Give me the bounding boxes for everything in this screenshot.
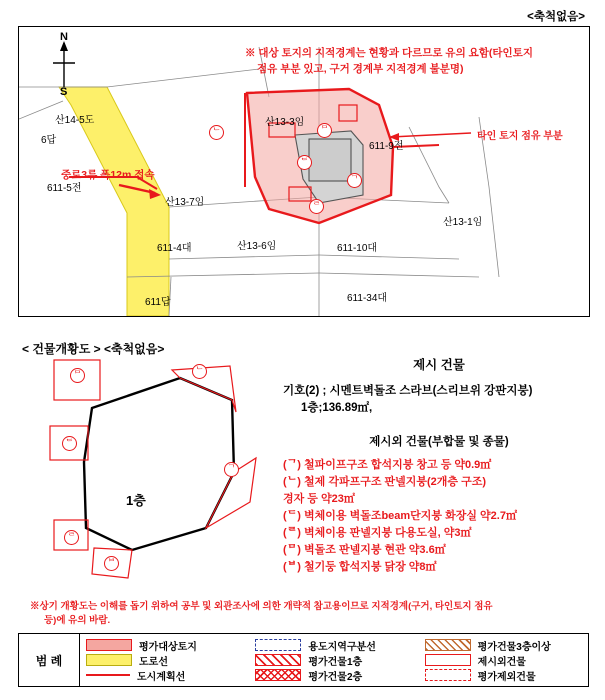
parcel-label: 산14-5도 [55,115,95,126]
parcel-label: 6답 [41,135,57,146]
parcel-label: 산13-3임 [265,117,305,128]
legend-label: 평가건물2층 [308,671,363,683]
building-plan-svg [20,352,290,607]
legend-item [86,638,249,653]
building-core [309,139,351,181]
parcel-label: 산13-6임 [237,241,277,252]
building-plan-area [20,352,290,607]
occupy-part-label: 타인 토지 점유 부분 [477,131,563,142]
legend-label: 평가건물1층 [308,656,363,668]
extra-building-item: (ᄀ) 철파이프구조 합석지붕 창고 등 약0.9㎡ [283,459,492,471]
parcel-label: 611답 [145,297,171,308]
presented-building-line2: 1층;136.89㎡, [301,402,373,414]
extra-building-subtitle: 제시외 건물(부합물 및 종물) [369,436,509,448]
plan-marker-a: ᄀ [224,462,239,477]
parcel-label: 산13-7임 [165,197,205,208]
footnote-line1: ※상기 개황도는 이해를 돕기 위하여 공부 및 외관조사에 의한 개략적 참고용이므로 지적경계(구거, 타인토지 점유 [30,601,493,612]
marker-a: ᄀ [347,173,362,188]
legend-item [425,668,588,683]
legend-swatch-floor3-icon [425,639,471,651]
plan-marker-c: ᄃ [62,436,77,451]
legend [18,633,589,687]
legend-swatch-floor1-icon [255,654,301,666]
legend-item [86,653,249,668]
plan-marker-n: ᄂ [192,364,207,379]
building-plan-title: < 건물개황도 > <축척없음> [22,342,165,356]
parcel-label: 611-9전 [369,141,404,152]
legend-item [425,653,588,668]
legend-label: 평가제외건물 [477,671,536,683]
presented-building-title: 제시 건물 [413,358,465,372]
compass-north-label: N [60,31,68,43]
extra-building-item: (ᄂ) 철제 각파프구조 판넬지붕(2개층 구조) [283,476,487,488]
footnote-line2: 등)에 유의 바람. [44,615,111,626]
legend-label: 평가건물3층이상 [477,641,551,653]
legend-item [255,638,418,653]
compass-south-label: S [60,86,68,98]
marker-c: ᄃ [297,155,312,170]
extra-building-item: (ᄇ) 철기둥 합석지붕 닭장 약8㎡ [283,561,437,573]
parcel-label: 611-4대 [157,243,192,254]
presented-building-line1: 기호(2) ; 시멘트벽돌조 스라브(스리브위 강판지붕) [283,385,533,397]
legend-swatch-excluded-building-icon [425,669,471,681]
parcel-label: 611-34대 [347,293,388,304]
parcel-label: 611-10대 [337,243,378,254]
legend-label: 제시외건물 [477,656,526,668]
parcel-label: 611-5전 [47,183,82,194]
legend-column-2 [249,634,418,686]
marker-e: ᄆ [317,123,332,138]
legend-swatch-cityplan-icon [86,670,130,680]
extra-building-item: 경자 등 약23㎡ [283,493,355,505]
marker-d: ᄅ [309,199,324,214]
floor-label: 1층 [126,493,146,508]
legend-column-3 [419,634,588,686]
legend-swatch-zone-icon [255,639,301,651]
map-warning-line2: 점유 부분 있고, 구거 경계부 지적경계 불분명) [257,63,464,75]
legend-swatch-subject-land-icon [86,639,132,651]
extra-building-item: (ᄅ) 벽체이용 판넬지붕 다용도실, 약3㎡ [283,527,472,539]
legend-title: 범 례 [19,634,80,686]
legend-label: 도시계획선 [137,671,186,683]
cadastral-map-panel [18,26,590,317]
marker-b: ᄂ [209,125,224,140]
legend-swatch-floor2-icon [255,669,301,681]
road-type-label: 중로3류 폭12m 접속 [61,169,155,181]
legend-swatch-road-icon [86,654,132,666]
legend-item [255,653,418,668]
plan-marker-m: ᄆ [70,368,85,383]
legend-label: 도로선 [139,656,168,668]
legend-item [86,668,249,683]
compass [47,31,83,98]
legend-item [255,668,418,683]
legend-swatch-extra-building-icon [425,654,471,666]
extra-building-item: (ᄃ) 벽체이용 벽돌조beam단지붕 화장실 약2.7㎡ [283,510,517,522]
legend-label: 용도지역구분선 [308,641,376,653]
plan-marker-d: ᄅ [64,530,79,545]
extra-building-item: (ᄆ) 벽돌조 판넬지붕 현관 약3.6㎡ [283,544,446,556]
plan-marker-f: ᄇ [104,556,119,571]
legend-column-1 [80,634,249,686]
legend-item [425,638,588,653]
map-warning-line1: ※ 대상 토지의 지적경계는 현황과 다르므로 유의 요함(타인토지 [245,47,533,59]
legend-label: 평가대상토지 [139,641,197,653]
parcel-label: 산13-1임 [443,217,483,228]
map-warning-note [245,45,575,77]
footnote [30,600,575,628]
presented-building-section [283,355,595,576]
map-scale-note: <축척없음> [527,11,585,23]
legend-columns [80,634,588,686]
